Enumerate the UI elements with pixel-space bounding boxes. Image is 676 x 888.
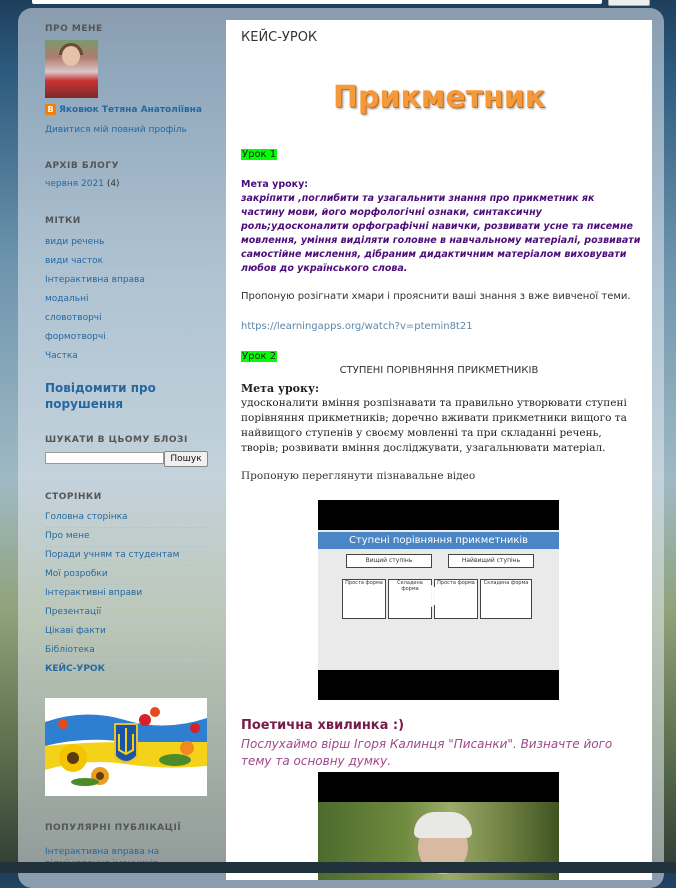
page-link[interactable]: Бібліотека — [45, 642, 207, 661]
page-link[interactable]: Цікаві факти — [45, 623, 207, 642]
lesson1-label: Урок 1 — [242, 149, 277, 160]
label-item[interactable]: словотворчі — [45, 310, 207, 329]
lesson2-label: Урок 2 — [242, 351, 277, 362]
labels-title: МІТКИ — [45, 216, 81, 226]
blogger-icon: B — [45, 104, 56, 115]
archive-row — [45, 179, 120, 189]
video2-person-hair — [414, 812, 472, 838]
profile-link[interactable]: Дивитися мій повний профіль — [45, 125, 187, 135]
ukraine-flag-illustration — [45, 698, 207, 796]
bottom-bar — [0, 862, 676, 873]
top-search-button[interactable] — [608, 0, 650, 6]
label-item[interactable]: види часток — [45, 253, 207, 272]
blog-search-input[interactable] — [45, 452, 164, 464]
wordart-title: Прикметник — [332, 80, 546, 115]
post-column — [226, 20, 652, 880]
report-abuse-link[interactable]: Повідомити про порушення — [45, 381, 156, 411]
author-name-row[interactable] — [45, 104, 202, 115]
popular-post-link[interactable]: Інтерактивна вправа на — [45, 847, 160, 857]
page-link[interactable]: Поради учням та студентам — [45, 547, 207, 566]
label-item[interactable]: Інтерактивна вправа — [45, 272, 207, 291]
goal2-text: удосконалити вміння розпізнавати та правильно утворювати ступені порівняння прикметників; доречно вживати прикметники вищого та найвищого ступенів у своєму мовленні та при складанні речень, творів; розвивати вміння досліджувати, узагальнювати матеріал. — [241, 397, 627, 454]
poem-title: Поетична хвилинка :) — [241, 718, 405, 733]
top-search-bar[interactable] — [32, 0, 602, 4]
page-link[interactable]: Презентації — [45, 604, 207, 623]
goal-text: закріпити ,поглибити та узагальнити знання про прикметник як частину мови, його морфологічні ознаки, синтаксичну роль;удосконалити орфографічні навички, розвивати усне та писемне мовлення, уміння виділяти головне в навчальному матеріалі, розвивати самостійне мислення, дібраним дидактичним матеріалом виховувати любов до українського слова. — [241, 193, 641, 274]
label-item[interactable]: модальні — [45, 291, 207, 310]
page-link[interactable]: Інтерактивні вправи — [45, 585, 207, 604]
archive-title: АРХІВ БЛОГУ — [45, 161, 120, 171]
learningapps-link[interactable]: https://learningapps.org/watch?v=ptemin8t21 — [241, 321, 473, 332]
video-sub-box: Проста форма — [342, 579, 386, 619]
goal-label: Мета уроку: — [241, 179, 309, 190]
archive-item[interactable]: червня 2021 — [45, 179, 104, 189]
embedded-video-1[interactable] — [318, 500, 559, 700]
about-title: ПРО МЕНЕ — [45, 24, 103, 34]
page-link[interactable]: Головна сторінка — [45, 509, 207, 528]
video-sub-box: Проста форма — [434, 579, 478, 619]
label-item[interactable]: формотворчі — [45, 329, 207, 348]
lesson2-goal — [241, 381, 641, 456]
video-sub-box: Складена форма — [388, 579, 432, 619]
archive-count: (4) — [106, 179, 120, 189]
popular-title: ПОПУЛЯРНІ ПУБЛІКАЦІЇ — [45, 823, 182, 833]
page-link-current[interactable]: КЕЙС-УРОК — [45, 664, 105, 674]
proposal-text: Пропоную розігнати хмари і прояснити ваші знання з вже вивченої теми. — [241, 291, 631, 302]
goal2-label: Мета уроку: — [241, 382, 320, 395]
proposal2-text: Пропоную переглянути пізнавальне відео — [241, 470, 476, 482]
author-name[interactable]: Яковюк Тетяна Анатоліївна — [59, 105, 202, 115]
label-item[interactable]: види речень — [45, 234, 207, 253]
video-sub-box: Складена форма — [480, 579, 532, 619]
page-link[interactable]: Мої розробки — [45, 566, 207, 585]
blog-search-button[interactable]: Пошук — [164, 451, 208, 467]
lesson2-subtitle: СТУПЕНІ ПОРІВНЯННЯ ПРИКМЕТНИКІВ — [339, 365, 539, 376]
labels-list — [45, 234, 207, 366]
author-avatar[interactable] — [45, 40, 98, 98]
avatar-face — [62, 46, 80, 66]
lesson1-goal — [241, 178, 641, 276]
video-box-highest: Найвищий ступінь — [448, 554, 534, 568]
label-item[interactable]: Частка — [45, 351, 78, 361]
pages-title: СТОРІНКИ — [45, 492, 102, 502]
page-link[interactable]: Про мене — [45, 528, 207, 547]
search-title: ШУКАТИ В ЦЬОМУ БЛОЗІ — [45, 435, 188, 445]
poem-text: Послухаймо вірш Ігоря Калинця "Писанки". Визначте його тему та основну думку. — [241, 737, 613, 768]
post-title: КЕЙС-УРОК — [241, 30, 318, 45]
pages-list — [45, 509, 207, 679]
video-slide-title: Ступені порівняння прикметників — [318, 532, 559, 549]
ukraine-flag-image — [45, 698, 207, 796]
video-box-higher: Вищий ступінь — [346, 554, 432, 568]
play-icon[interactable] — [426, 582, 450, 610]
